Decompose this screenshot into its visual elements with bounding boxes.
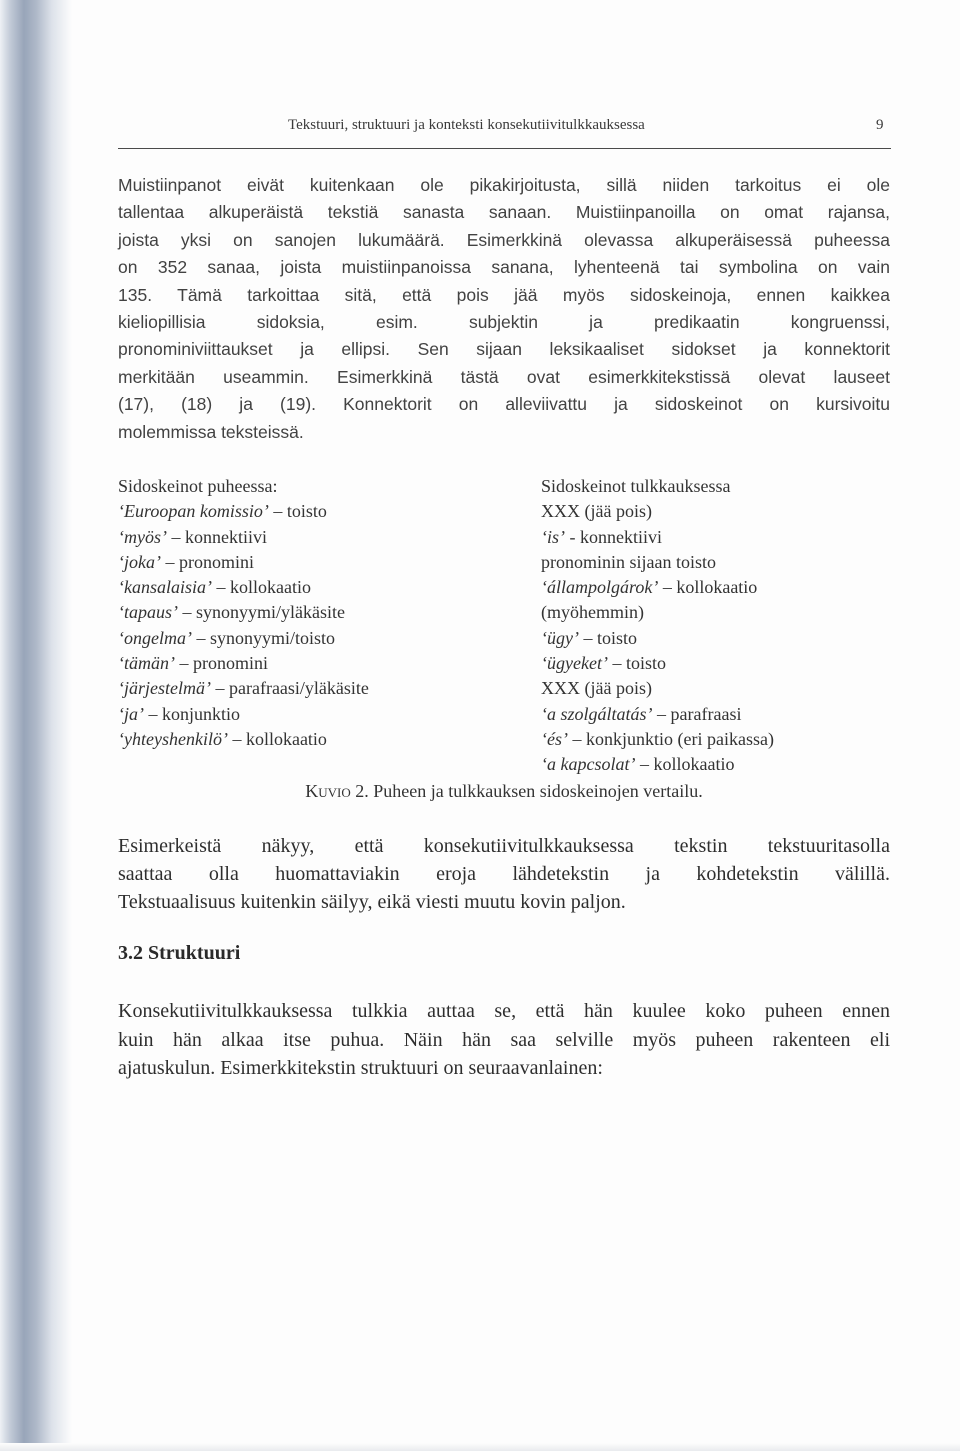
item-term: ‘is’ — [541, 526, 565, 547]
header-rule — [118, 148, 891, 149]
paragraph-1 — [118, 172, 890, 446]
list-item — [541, 702, 886, 727]
paragraph-line: (17), (18) ja (19). Konnektorit on alleviivattu ja sidoskeinot on kursivoitu — [118, 394, 890, 415]
item-description: - konnektiivi — [565, 526, 662, 547]
item-description: – konjunktio — [144, 703, 241, 724]
item-description: – toisto — [578, 627, 637, 648]
item-term: ‘kansalaisia’ — [118, 577, 212, 598]
scan-edge-shadow — [0, 0, 72, 1451]
list-item — [541, 727, 886, 752]
item-term: ‘ongelma’ — [118, 627, 192, 648]
paragraph-line: tallentaa alkuperäistä tekstiä sanasta sanaan. Muistiinpanoilla on omat rajansa, — [118, 202, 890, 223]
paragraph-3 — [118, 997, 890, 1083]
item-description: – konkjunktio (eri paikassa) — [567, 728, 774, 749]
list-item — [118, 600, 528, 625]
section-heading: 3.2 Struktuuri — [118, 942, 241, 964]
paragraph-line: joista yksi on sanojen lukumäärä. Esimerkkinä olevassa alkuperäisessä puheessa — [118, 229, 890, 250]
item-term: ‘tapaus’ — [118, 602, 178, 623]
item-description: – kollokaatio — [227, 728, 327, 749]
item-term: ‘a kapcsolat’ — [541, 754, 636, 775]
item-description: – kollokaatio — [212, 577, 311, 598]
item-description: (myöhemmin) — [541, 602, 644, 623]
column-header: Sidoskeinot tulkkauksessa — [541, 476, 731, 496]
paragraph-line: Muistiinpanot eivät kuitenkaan ole pikakirjoitusta, sillä niiden tarkoitus ei ole — [118, 175, 890, 195]
caption-text: 2. Puheen ja tulkkauksen sidoskeinojen vertailu. — [355, 781, 703, 801]
list-item — [541, 550, 886, 575]
list-item — [541, 752, 886, 777]
paragraph-line: pronominiviittaukset ja ellipsi. Sen sijaan leksikaaliset sidokset ja konnektorit — [118, 339, 890, 360]
running-header-title: Tekstuuri, struktuuri ja konteksti konsekutiivitulkkauksessa — [288, 117, 645, 133]
scan-bottom-shadow — [0, 1443, 960, 1451]
paragraph-2 — [118, 832, 890, 917]
paragraph-line: molemmissa teksteissä. — [118, 421, 304, 442]
item-term: ‘myös’ — [118, 526, 167, 547]
paragraph-line: Esimerkeistä näkyy, että konsekutiivitulkkauksessa tekstin tekstuuritasolla — [118, 835, 890, 857]
list-item — [541, 575, 886, 600]
paragraph-line: ajatuskulun. Esimerkkitekstin struktuuri on seuraavanlainen: — [118, 1057, 603, 1079]
item-term: ‘és’ — [541, 728, 568, 749]
list-item — [118, 575, 528, 600]
item-description: – konnektiivi — [166, 526, 267, 547]
item-term: ‘ügy’ — [541, 627, 579, 648]
list-item — [541, 626, 886, 651]
page-number: 9 — [876, 117, 884, 133]
item-term: ‘Euroopan komissio’ — [118, 501, 269, 522]
figure-left-column — [118, 474, 528, 752]
list-item — [541, 499, 886, 524]
item-description: XXX (jää pois) — [541, 678, 652, 699]
list-item — [118, 626, 528, 651]
list-item — [118, 727, 528, 752]
item-description: – toisto — [607, 653, 666, 674]
list-item — [118, 525, 528, 550]
item-description: – synonyymi/yläkäsite — [178, 602, 345, 623]
paragraph-line: Konsekutiivitulkkauksessa tulkkia auttaa se, että hän kuulee koko puheen ennen — [118, 1000, 890, 1022]
paragraph-line: kieliopillisia sidoksia, esim. subjektin ja predikaatin kongruenssi, — [118, 312, 890, 333]
item-description: – kollokaatio — [658, 577, 758, 598]
list-item — [541, 676, 886, 701]
item-description: – pronomini — [160, 551, 254, 572]
list-item — [118, 702, 528, 727]
list-item — [118, 676, 528, 701]
item-description: – kollokaatio — [635, 754, 735, 775]
item-term: ‘yhteyshenkilö’ — [118, 728, 228, 749]
item-term: ‘állampolgárok’ — [541, 577, 659, 598]
list-item — [541, 600, 886, 625]
item-term: ‘järjestelmä’ — [118, 678, 211, 699]
figure-right-column — [541, 474, 886, 778]
item-term: ‘ügyeket’ — [541, 653, 608, 674]
list-item — [541, 651, 886, 676]
list-item — [118, 651, 528, 676]
column-header: Sidoskeinot puheessa: — [118, 476, 278, 496]
caption-label: Kuvio — [305, 781, 351, 801]
paragraph-line: on 352 sanaa, joista muistiinpanoissa sanana, lyhenteenä tai symbolina on vain — [118, 257, 890, 278]
item-term: ‘ja’ — [118, 703, 144, 724]
item-description: – synonyymi/toisto — [191, 627, 335, 648]
item-description: – toisto — [268, 501, 327, 522]
paragraph-line: 135. Tämä tarkoittaa sitä, että pois jää myös sidoskeinoja, ennen kaikkea — [118, 284, 890, 305]
paragraph-line: kuin hän alkaa itse puhua. Näin hän saa selville myös puheen rakenteen eli — [118, 1028, 890, 1051]
figure-caption — [118, 779, 890, 803]
item-term: ‘a szolgáltatás’ — [541, 703, 653, 724]
item-description: XXX (jää pois) — [541, 501, 652, 522]
item-term: ‘tämän’ — [118, 653, 175, 674]
list-item — [118, 550, 528, 575]
paragraph-line: merkitään useammin. Esimerkkinä tästä ovat esimerkkitekstissä olevat lauseet — [118, 366, 890, 387]
item-description: – parafraasi/yläkäsite — [210, 678, 369, 699]
item-term: ‘joka’ — [118, 551, 161, 572]
paragraph-line: Tekstuaalisuus kuitenkin säilyy, eikä viesti muutu kovin paljon. — [118, 891, 626, 914]
paragraph-line: saattaa olla huomattaviakin eroja lähdetekstin ja kohdetekstin välillä. — [118, 863, 890, 886]
item-description: – pronomini — [175, 653, 268, 674]
item-description: pronominin sijaan toisto — [541, 551, 716, 572]
list-item — [541, 525, 886, 550]
list-item — [118, 499, 528, 524]
item-description: – parafraasi — [652, 703, 742, 724]
